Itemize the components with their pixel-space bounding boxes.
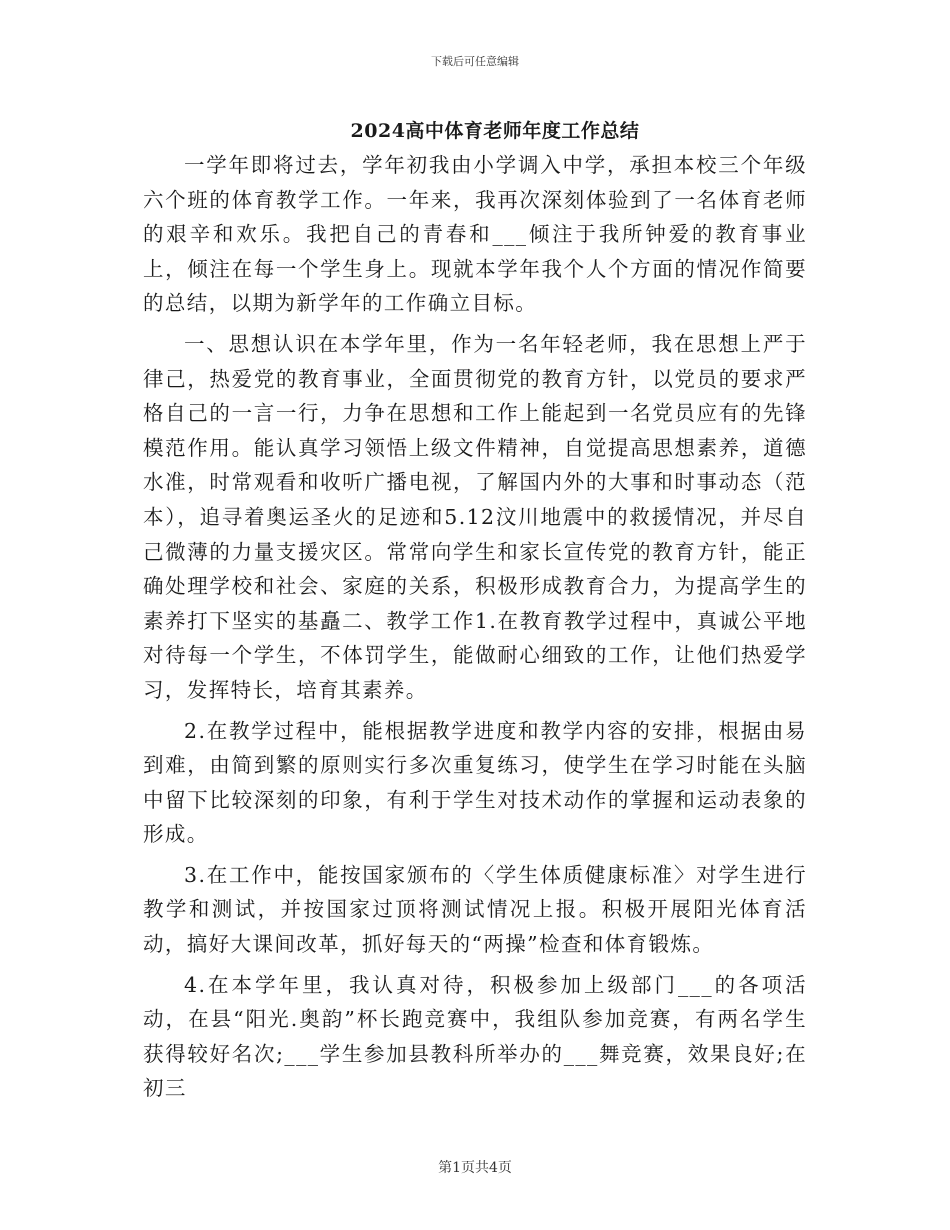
paragraph: 一、思想认识在本学年里，作为一名年轻老师，我在思想上严于律己，热爱党的教育事业，全面贯彻党的教育方针，以党员的要求严格自己的一言一行，力争在思想和工作上能起到一名党员应有的先锋模范作用。能认真学习领悟上级文件精神，自觉提高思想素养，道德水准，时常观看和收听广播电视，了解国内外的大事和时事动态（范本），追寻着奥运圣火的足迹和5.12汶川地震中的救援情况，并尽自己微薄的力量支援灾区。常常向学生和家长宣传党的教育方针，能正确处理学校和社会、家庭的关系，积极形成教育合力，为提高学生的素养打下坚实的基矗二、教学工作1.在教育教学过程中，真诚公平地对待每一个学生，不体罚学生，能做耐心细致的工作，让他们热爱学习，发挥特长，培育其素养。: [143, 331, 807, 702]
paragraph: 2.在教学过程中，能根据教学进度和教学内容的安排，根据由易到难，由简到繁的原则实行多次重复练习，使学生在学习时能在头脑中留下比较深刻的印象，有利于学生对技术动作的掌握和运动表象的形成。: [143, 718, 807, 847]
page-number: 第1页共4页: [438, 1160, 512, 1176]
document-body: [143, 148, 807, 1112]
paragraph: 3.在工作中，能按国家颁布的〈学生体质健康标准〉对学生进行教学和测试，并按国家过顶将测试情况上报。积极开展阳光体育活动，搞好大课间改革，抓好每天的“两操”检查和体育锻炼。: [143, 862, 807, 957]
header-note: 下载后可任意编辑: [431, 55, 519, 68]
paragraph: 一学年即将过去，学年初我由小学调入中学，承担本校三个年级六个班的体育教学工作。一年来，我再次深刻体验到了一名体育老师的艰辛和欢乐。我把自己的青春和___倾注于我所钟爱的教育事业上，倾注在每一个学生身上。现就本学年我个人个方面的情况作简要的总结，以期为新学年的工作确立目标。: [143, 153, 807, 316]
paragraph: 4.在本学年里，我认真对待，积极参加上级部门___的各项活动，在县“阳光.奥韵”杯长跑竞赛中，我组队参加竞赛，有两名学生获得较好名次;___学生参加县教科所举办的___舞竞赛，效果良好;在初三: [143, 972, 807, 1101]
document-title: 2024高中体育老师年度工作总结: [350, 120, 640, 142]
